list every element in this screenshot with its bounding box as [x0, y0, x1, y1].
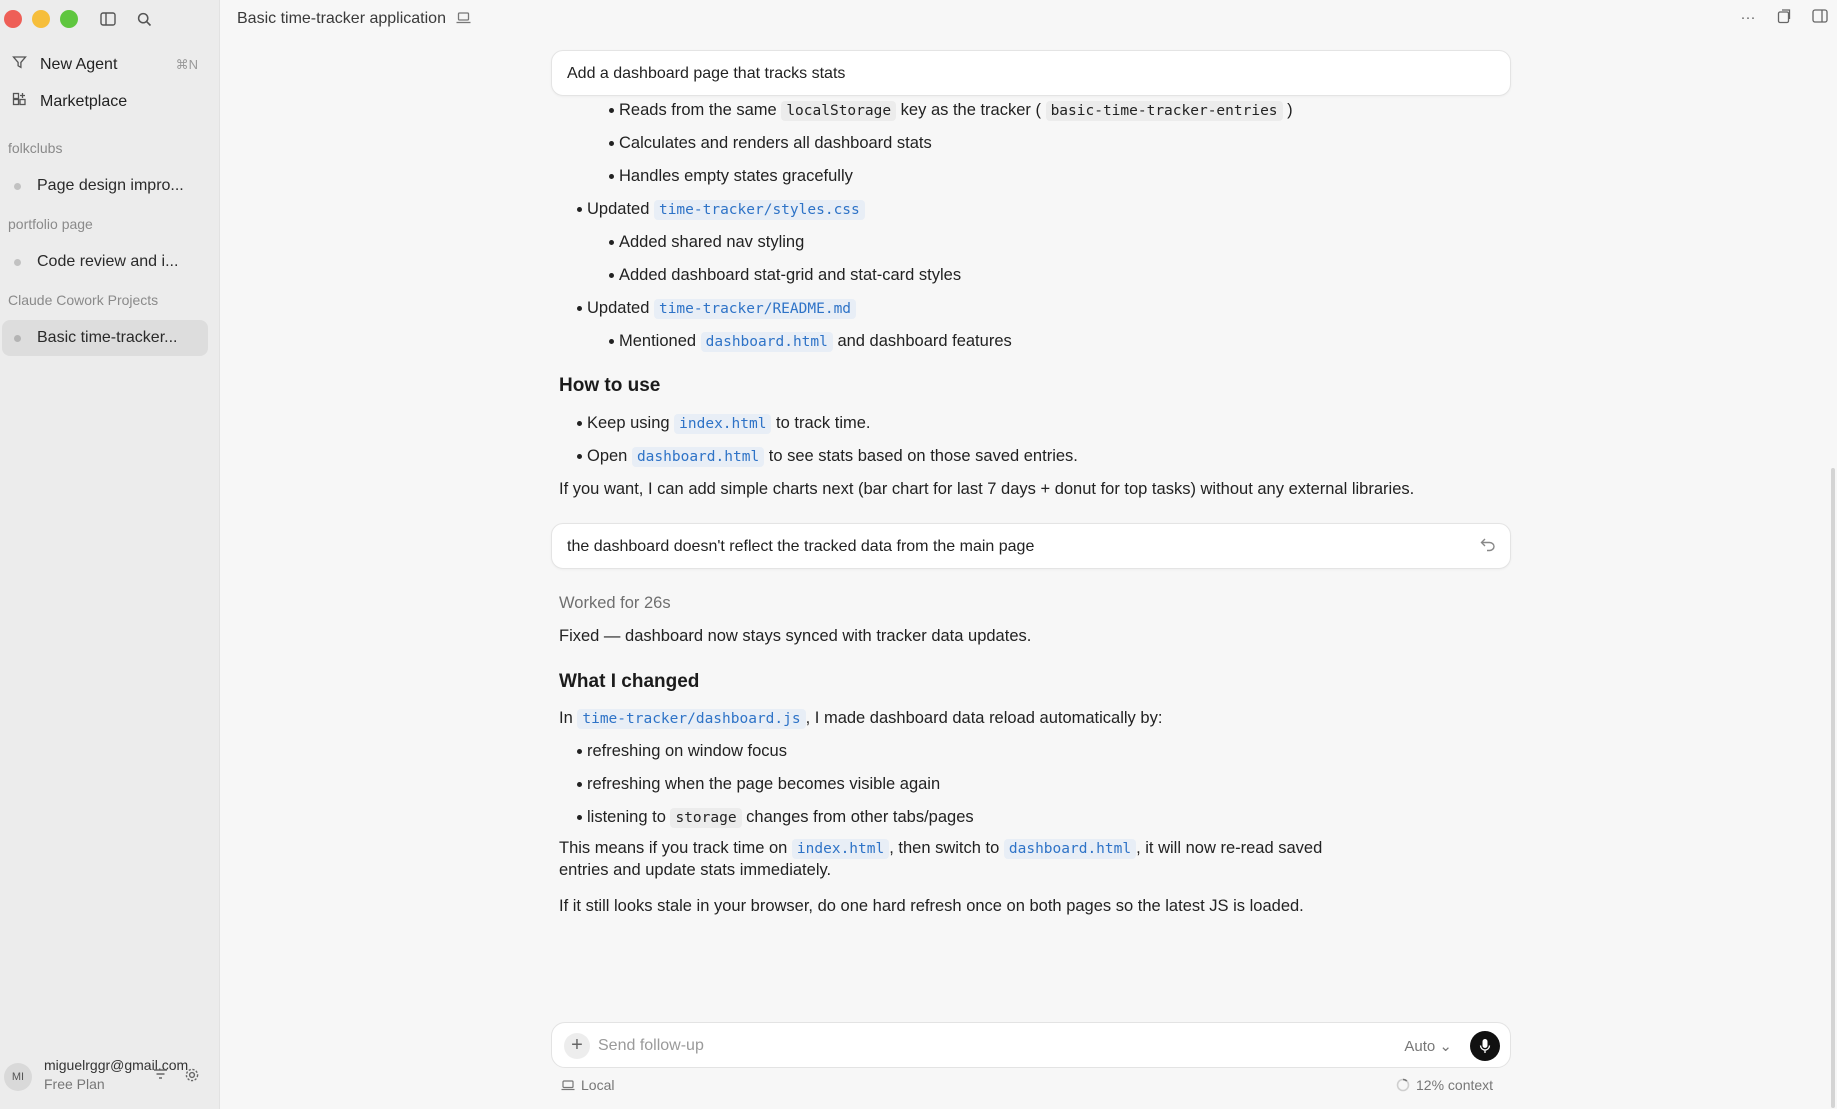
- group-claude-cowork: Claude Cowork Projects: [8, 292, 159, 308]
- file-link[interactable]: index.html: [674, 414, 771, 434]
- paragraph: If you want, I can add simple charts next (bar chart for last 7 days + donut for top tasks) without any external libraries.: [559, 480, 1415, 498]
- laptop-icon: [561, 1080, 575, 1091]
- sidebar-item-label: Page design impro...: [37, 177, 184, 194]
- status-dot-icon: [14, 259, 21, 266]
- funnel-icon: [10, 55, 28, 74]
- list-item: Handles empty states gracefully: [559, 166, 853, 186]
- sidebar-item-time-tracker[interactable]: [2, 320, 208, 356]
- filter-icon[interactable]: [150, 1067, 170, 1085]
- avatar[interactable]: MI: [4, 1063, 32, 1091]
- list-item: Updated time-tracker/styles.css: [559, 199, 865, 220]
- context-usage: [1396, 1077, 1493, 1093]
- group-portfolio-page: portfolio page: [8, 216, 93, 232]
- follow-up-input[interactable]: [598, 1035, 1238, 1057]
- file-link[interactable]: dashboard.html: [632, 447, 764, 467]
- section-heading: How to use: [559, 375, 661, 396]
- paragraph: If it still looks stale in your browser, do one hard refresh once on both pages so the latest JS is loaded.: [559, 897, 1304, 915]
- minimize-window-button[interactable]: [32, 10, 50, 28]
- gear-icon[interactable]: [182, 1067, 202, 1088]
- new-agent-button[interactable]: [0, 46, 220, 83]
- top-bar: [221, 0, 1837, 38]
- list-item: Added shared nav styling: [559, 232, 804, 252]
- list-item: Calculates and renders all dashboard stats: [559, 133, 932, 153]
- search-icon[interactable]: [134, 9, 154, 29]
- close-window-button[interactable]: [4, 10, 22, 28]
- file-link[interactable]: index.html: [792, 839, 889, 859]
- new-window-icon[interactable]: [1775, 9, 1793, 28]
- user-footer: [0, 1049, 220, 1109]
- list-item: Mentioned dashboard.html and dashboard features: [559, 331, 1012, 352]
- environment-indicator[interactable]: [561, 1077, 614, 1093]
- chevron-down-icon: ⌄: [1439, 1038, 1452, 1055]
- marketplace-label: Marketplace: [40, 92, 128, 110]
- list-item: Reads from the same localStorage key as the tracker ( basic-time-tracker-entries ): [559, 100, 1293, 121]
- paragraph: Fixed — dashboard now stays synced with tracker data updates.: [559, 627, 1032, 645]
- status-dot-icon: [14, 335, 21, 342]
- file-link[interactable]: dashboard.html: [701, 332, 833, 352]
- sidebar-item-label: Basic time-tracker...: [37, 329, 178, 346]
- sidebar-item-code-review[interactable]: [0, 244, 208, 280]
- sidebar: [0, 0, 220, 1109]
- new-agent-shortcut: ⌘N: [175, 56, 198, 72]
- list-item: Added dashboard stat-grid and stat-card styles: [559, 265, 961, 285]
- status-dot-icon: [14, 183, 21, 190]
- inline-code: localStorage: [781, 101, 896, 121]
- worked-duration: Worked for 26s: [559, 594, 671, 612]
- file-link[interactable]: time-tracker/styles.css: [654, 200, 865, 220]
- undo-icon[interactable]: [1480, 537, 1496, 555]
- sidebar-item-label: Code review and i...: [37, 253, 179, 270]
- context-label: 12% context: [1416, 1077, 1494, 1093]
- group-folkclubs: folkclubs: [8, 140, 63, 156]
- more-options-icon[interactable]: ···: [1740, 9, 1756, 26]
- add-attachment-button[interactable]: +: [564, 1033, 590, 1059]
- list-item: Updated time-tracker/README.md: [559, 298, 856, 319]
- file-link[interactable]: time-tracker/dashboard.js: [577, 709, 805, 729]
- file-link[interactable]: dashboard.html: [1004, 839, 1136, 859]
- toggle-panel-icon[interactable]: [1811, 9, 1829, 28]
- scroll-thumb[interactable]: [1831, 468, 1835, 1108]
- microphone-button[interactable]: [1470, 1031, 1500, 1061]
- marketplace-button[interactable]: [0, 83, 220, 120]
- new-agent-label: New Agent: [40, 55, 118, 73]
- environment-label: Local: [581, 1077, 615, 1093]
- inline-code: basic-time-tracker-entries: [1046, 101, 1283, 121]
- paragraph: This means if you track time on index.html , then switch to dashboard.html , it will now re-read saved entries and update stats immediately.: [559, 839, 1323, 879]
- list-item: refreshing on window focus: [559, 741, 787, 761]
- user-plan: Free Plan: [44, 1076, 105, 1092]
- window-title: Basic time-tracker application: [237, 10, 446, 27]
- list-item: refreshing when the page becomes visible again: [559, 774, 940, 794]
- microphone-icon: [1479, 1038, 1491, 1054]
- user-email: miguelrggr@gmail.com: [44, 1057, 189, 1073]
- section-heading: What I changed: [559, 671, 700, 692]
- scrollbar[interactable]: [1829, 468, 1837, 1108]
- paragraph: In time-tracker/dashboard.js , I made dashboard data reload automatically by:: [559, 709, 1163, 727]
- user-message-text: the dashboard doesn't reflect the tracked data from the main page: [567, 538, 1035, 555]
- user-message: [551, 523, 1511, 569]
- sidebar-item-page-design[interactable]: [0, 168, 208, 204]
- inline-code: storage: [670, 808, 741, 828]
- maximize-window-button[interactable]: [60, 10, 78, 28]
- mode-dropdown[interactable]: Auto ⌄: [1404, 1038, 1452, 1055]
- grid-plus-icon: [10, 92, 28, 111]
- file-link[interactable]: time-tracker/README.md: [654, 299, 856, 319]
- list-item: Open dashboard.html to see stats based on those saved entries.: [559, 446, 1078, 467]
- chat-area: [221, 38, 1837, 1109]
- composer: [551, 1022, 1511, 1068]
- user-message-text: Add a dashboard page that tracks stats: [567, 65, 846, 82]
- toggle-sidebar-icon[interactable]: [98, 9, 118, 29]
- context-ring-icon: [1396, 1078, 1410, 1092]
- list-item: Keep using index.html to track time.: [559, 413, 871, 434]
- user-message: [551, 50, 1511, 96]
- laptop-icon: [456, 12, 471, 27]
- list-item: listening to storage changes from other tabs/pages: [559, 807, 974, 828]
- window-controls: [4, 10, 78, 28]
